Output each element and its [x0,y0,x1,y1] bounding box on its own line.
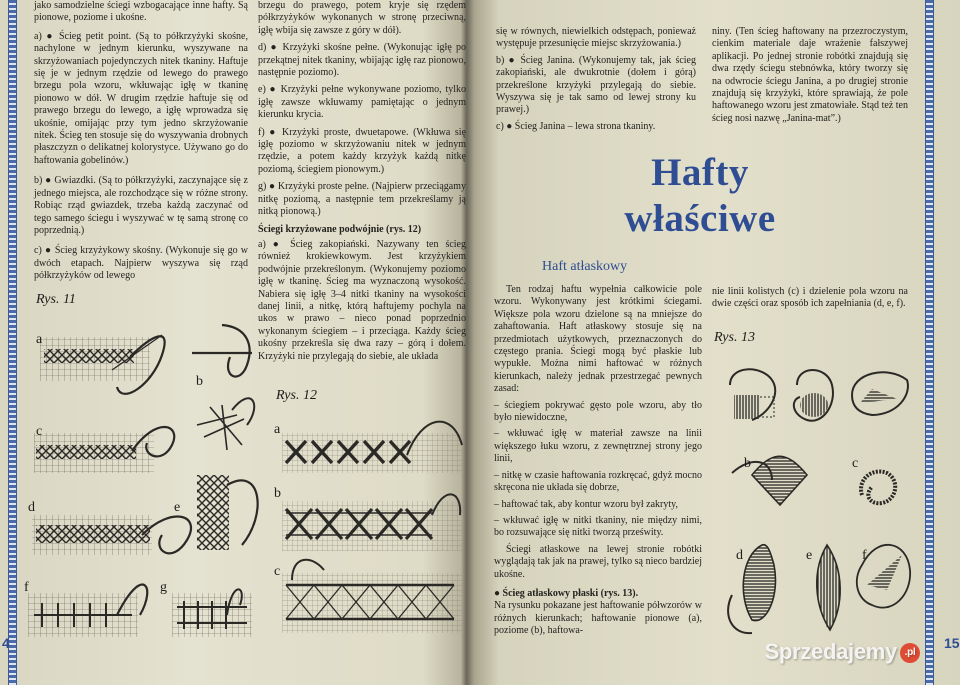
paragraph: Ściegi atłaskowe na lewej stronie robótki wyglądają tak jak na prawej, tylko są nieco bardziej ukośne. [494,543,702,580]
paragraph: niny. (Ten ścieg haftowany na przezroczystym, cienkim materiale daje wrażenie fałszywej aplikacji. Po jednej stronie robótki znajdują się dwa rzędy ściegu stebnówka, który tworzy się na odwrocie ściegu Janina, a po drugiej stronie znajdują się krzyżyki, które sprawiają, że pole haftowanego wzoru jest zmatowiałe. Stąd też ten ścieg nosi nazwę „Janina-mat”.) [712,26,908,124]
figure-label: c [852,456,859,471]
paragraph: b) ● Gwiazdki. (Są to półkrzyżyki, zaczynające się z jednego miejsca, ale rozchodzące się w różne strony. Robiąc rząd gwiazdek, trzeba każdą zaczynać od tego samego ściegu i wyszywać w tę samą stronę co poprzednią.) [34,175,248,236]
figure-label: f [862,548,867,563]
paragraph: c) ● Ścieg krzyżykowy skośny. (Wykonuje się go w dwóch etapach. Najpierw wyszywa się rząd półkrzyżyków od lewego [34,245,248,282]
right-page-border [925,0,934,685]
figure-label: d [736,548,743,563]
right-col3 [712,286,908,311]
left-page [0,0,468,685]
paragraph: a) ● Ścieg zakopiański. Nazywany ten ścieg również krokiewkowym. Jest krzyżykiem podwójnie przekreślonym. (Wykonujemy poziomo igłę w tkaninę. Ścieg ma wyznaczoną wysokość. Nabiera się igłę 3–4 nitki tkaniny na wysokości danej linii, a nitkę, którą haftujemy pochyla na ukos w prawo – nieco ponad poprzednio wykonanym ściegiem – i przeciąga. Każdy ścieg ukośny przekreśla się dwa razy – górą i dołem. Krzyżyki nie przylegają do siebie, ale układa [258,238,466,362]
paragraph: nie linii kolistych (c) i dzielenie pola wzoru na dwie części oraz sposób ich zapełniania (d, e, f). [712,286,908,310]
paragraph: d) ● Krzyżyki skośne pełne. (Wykonując igłę po przekątnej nitek tkaniny, wbijając igłę raz pionowo, następnie poziomo). [258,42,466,79]
rule-item: – ściegiem pokrywać gęsto pole wzoru, aby tło było niewidoczne, [494,399,702,424]
figure-caption: Rys. 13 [714,330,755,345]
figure-label: d [28,500,35,515]
diagram-11d [32,515,191,555]
figure-label: a [274,422,281,437]
figure-rys11 [22,315,272,645]
diagram-11e [197,475,258,550]
figure-label: b [744,456,751,471]
watermark-tld: .pl [900,643,920,663]
paragraph: Ten rodzaj haftu wypełnia całkowicie pole wzoru. Wykonywany jest krótkimi ściegami. Większe pola wzoru dzielone są na mniejsze do zahaftowania. Haft atłaskowy stosuje się na przedmiotach użytkowych, przeznaczonych do częstego prania. Ściegi mogą być płaskie lub wypukłe. Można nimi haftować w różnych kierunkach, należy jednak przestrzegać pewnych zasad: [494,284,702,395]
figure-label: e [174,500,181,515]
diagram-11g [172,589,252,637]
chapter-title-line1: Hafty [651,151,749,194]
diagram-12c [282,560,462,633]
paragraph: c) ● Ścieg Janina – lewa strona tkaniny. [496,120,656,132]
watermark-brand: Sprzedajemy [764,639,897,664]
figure-caption: Rys. 11 [36,292,76,307]
chapter-title [600,150,800,242]
section-heading: Ściegi krzyżowane podwójnie (rys. 12) [258,223,422,235]
paragraph: się w równych, niewielkich odstępach, ponieważ występuje przesunięcie miejsc skrzyżowania.) [496,26,696,50]
diagram-13c [861,472,895,504]
rule-item: – haftować tak, aby kontur wzoru był zakryty, [494,498,679,510]
paragraph: jako samodzielne ściegi wzbogacające inne hafty. Są pionowe, poziome i ukośne. [34,0,248,24]
figure-rys13 [712,355,917,645]
figure-label: b [196,374,203,389]
paragraph: b) ● Ścieg Janina. (Wykonujemy tak, jak ścieg zakopiański, ale dwukrotnie (dołem i górą) przekreślone krzyżyki przylegają do siebie. Wyszywa się je tak samo od lewej strony ku prawej.) [496,54,696,116]
diagram-11a [40,335,165,394]
figure-label: c [36,424,43,439]
right-body [494,284,702,638]
section-subtitle: Haft atłaskowy [542,259,628,274]
right-col1 [496,26,696,133]
diagram-13e [817,545,840,630]
paragraph: g) ● Krzyżyki proste pełne. (Najpierw przeciągamy nitkę poziomą, a następnie tem przekreślamy ją nitką pionową.) [258,181,466,218]
watermark-logo [765,639,920,665]
diagram-12b [282,494,462,551]
chapter-title-line2: właściwe [624,197,776,240]
rule-item: – wkłuwać igłę w materiał zawsze na linii większego łuku wzoru, z zewnętrznej strony jego linii, [494,428,702,465]
figure-caption: Rys. 12 [276,388,317,403]
right-col2 [712,26,908,125]
left-page-border [8,0,17,685]
left-col2 [258,0,466,363]
diagram-11c [34,427,174,473]
paragraph: a) ● Ścieg petit point. (Są to półkrzyżyki skośne, nachylone w jednym kierunku, wyszywane na skrzyżowaniach pojedynczych nitek tkaniny. Haftuje się je w jednym rzędzie od lewego do prawego brzegu pola wzoru, wkłuwając igłę w tkaninę pionowo w dół. W drugim rzędzie haftuje się od prawego brzegu do lewego, a igłę wprowadza się ukośnie, omijając przy tym jedno skrzyżowanie nitek. Ścieg ten stosuje się do wyszywania drobnych płaszczyzn o delikatnej kolorystyce. Używano go do haftowania gobelinów.) [34,30,248,166]
diagram-12a [282,422,462,473]
figure-label: b [274,486,281,501]
section-heading: ● Ścieg atłaskowy płaski (rys. 13). [494,587,639,599]
figure-label: c [274,564,281,579]
paragraph: Na rysunku pokazane jest haftowanie półwzorów w różnych kierunkach; haftowanie pionowe (a), poziome (b), haftowa- [494,600,702,637]
page-number: 4 [2,635,10,651]
paragraph: e) ● Krzyżyki pełne wykonywane poziomo, tylko igłę zawsze wkłuwamy pamiętając o jednym kierunku krycia. [258,84,466,121]
figure-label: a [36,332,43,347]
page-number: 15 [944,635,960,651]
figure-label: f [24,580,29,595]
paragraph: brzegu do prawego, potem kryje się rzędem półkrzyżyków wykonanych w stronę przeciwną, igłę wbija się zawsze z góry w dół). [258,0,466,36]
figure-label: g [160,580,167,595]
rule-item: – wkłuwać igłę w nitki tkaniny, nie między nimi, bo rozsuwające się nitki tworzą prześwity. [494,514,702,539]
diagram-13a [730,369,908,420]
figure-rys12 [272,405,468,645]
figure-label: e [806,548,813,563]
paragraph: f) ● Krzyżyki proste, dwuetapowe. (Wkłuwa się igłę poziomo w skrzyżowaniu nitek w jednym rzędzie, a potem każdy krzyżyk każdą nitkę poziomą, ściegiem pionowym.) [258,126,466,175]
rule-item: – nitkę w czasie haftowania rozkręcać, gdyż mocno skręcona nie układa się dobrze, [494,469,702,494]
diagram-11f [28,585,147,637]
left-col1 [34,0,248,283]
